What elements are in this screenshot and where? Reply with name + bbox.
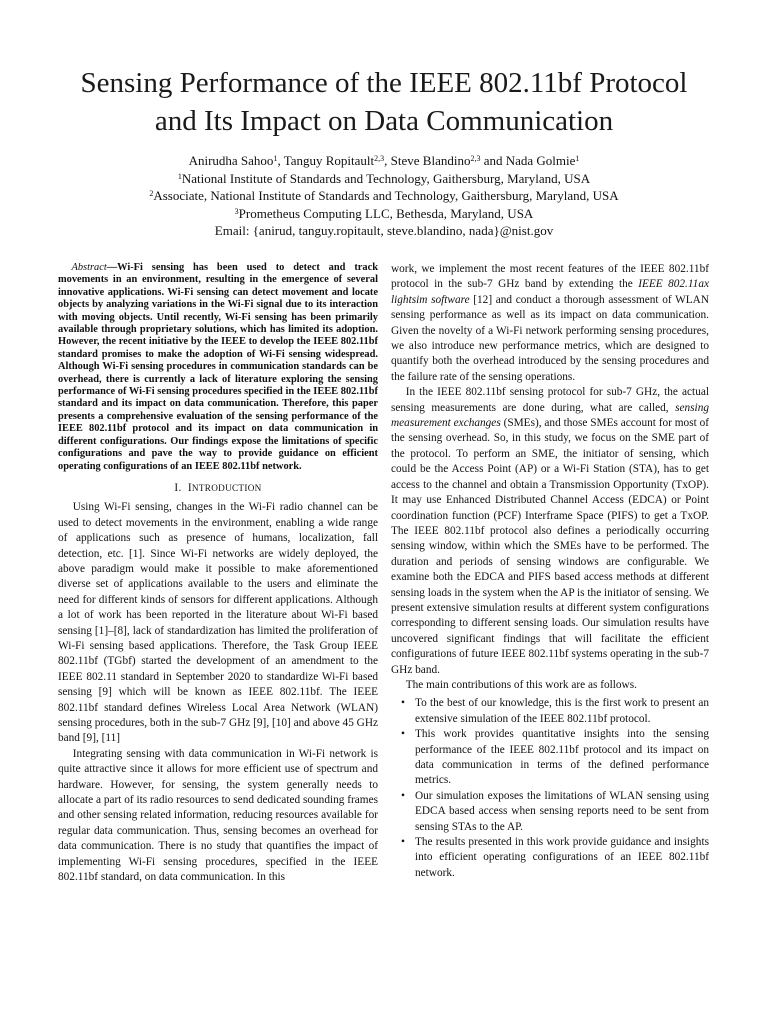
abstract	[58, 262, 378, 473]
abstract-label: Abstract	[71, 262, 107, 273]
body-paragraph: The main contributions of this work are as follows.	[405, 678, 637, 691]
term-italic: sensing measurement exchanges	[391, 401, 709, 430]
body-paragraph: In the IEEE 802.11bf sensing protocol for sub-7 GHz, the actual sensing measurements are done during, what are called, sensing measurement exchanges (SMEs), and those SMEs account for most of the sensing overhead. So, in this study, we focus on the SME part of the protocol. To perform an SME, the initiator of sensing, which could be the Access Point (AP) or a Wi-Fi Station (STA), has to get access to the channel and obtain a Transmission Opportunity (TxOP). It may use Enhanced Distributed Channel Access (EDCA) or Point coordination function (PCF) Interframe Space (PIFS) to get a TxOP. The IEEE 802.11bf protocol also defines a periodically occurring sensing window, within which the SMEs have to be performed. The duration and periods of sensing windows are configurable. We examine both the EDCA and PIFS based access methods at different sensing loads in the system when the AP is the initiator of sensing. We present extensive simulation results at different system configurations corresponding to different sensing loads. Our simulation results have uncovered significant findings that will facilitate the efficient configurations of future IEEE 802.11bf systems operating in the sub-7 GHz band.	[391, 386, 709, 676]
list-item: • To the best of our knowledge, this is the first work to present an extensive simulation of the IEEE 802.11bf protocol.	[391, 696, 709, 727]
abstract-text: —Wi-Fi sensing has been used to detect and track movements in an environment, resulting in the emergence of several innovative applications. Wi-Fi sensing can detect movement and locate objects by analyzing variations in the Wi-Fi signal due to its interaction with moving objects. Until recently, Wi-Fi sensing has been primarily available through proprietary solutions, which has limited its adoption. However, the recent initiative by the IEEE to develop the IEEE 802.11bf standard promises to make the adoption of Wi-Fi sensing widespread. Although Wi-Fi sensing procedures in communication standards can be overhead, there is currently a lack of literature exploring the sensing performance of Wi-Fi sensing procedures specified in the IEEE 802.11bf standard and its impact on data communication. Therefore, this paper presents a comprehensive evaluation of the sensing performance of the IEEE 802.11bf protocol and its impact on data communication in different configurations. Our findings expose the limitations of specific configurations and pave the way to provide guidance on efficient operating configurations of an IEEE 802.11bf network.	[58, 262, 378, 472]
list-item: • The results presented in this work provide guidance and insights into efficient operating configurations of an IEEE 802.11bf network.	[391, 835, 709, 881]
author-affil-mark: 1	[575, 154, 580, 163]
affiliation: $^1$National Institute of Standards and Technology, Gaithersburg, Maryland, USA	[177, 170, 591, 186]
author-affil-mark: 2,3	[470, 154, 481, 163]
body-paragraph: Using Wi-Fi sensing, changes in the Wi-Fi radio channel can be used to detect movements in the environment, enabling a wide range of applications such as presence of humans, localization, fall detection, etc. [1]. Since Wi-Fi networks are widely deployed, the above paradigm would make it possible to make aforementioned diverse set of applications available to the users and eliminate the need for different kinds of sensors for different applications. Although a lot of work has been reported in the literature about Wi-Fi based sensing [1]–[8], lack of standardization has limited the proliferation of Wi-Fi sensing based applications. Therefore, the Task Group IEEE 802.11bf (TGbf) started the development of an amendment to the IEEE 802.11 standard in September 2020 to standardize Wi-Fi based sensing [9] which will be known as IEEE 802.11bf. The IEEE 802.11bf standard defines Wireless Local Area Network (WLAN) sensing procedures, both in the sub-7 GHz [9], [10] and above 45 GHz band [9], [11]	[58, 501, 378, 745]
right-column	[391, 262, 709, 881]
author-names: Anirudha Sahoo$^1$, Tanguy Ropitault$^{2,3}$, Steve Blandino$^{2,3}$ and Nada Golmie$^1$	[188, 153, 580, 168]
list-item: • This work provides quantitative insights into the sensing performance of the IEEE 802.11bf protocol and its impact on data communication in terms of the defined performance metrics.	[391, 727, 709, 789]
software-name: IEEE 802.11ax lightsim software	[391, 278, 709, 306]
section-heading: I. INTRODUCTION	[174, 481, 262, 494]
author-name: Steve Blandino	[390, 153, 471, 168]
author-name: Anirudha Sahoo	[188, 153, 274, 168]
title-line: and Its Impact on Data Communication	[154, 105, 614, 137]
author-affil-mark: 2,3	[374, 154, 385, 163]
left-column	[58, 262, 378, 885]
title-line: Sensing Performance of the IEEE 802.11bf Protocol	[80, 67, 688, 99]
body-paragraph: work, we implement the most recent features of the IEEE 802.11bf protocol in the sub-7 GHz band by extending the IEEE 802.11ax lightsim software [12] and conduct a thorough assessment of WLAN sensing performance as well as its impact on data communication. Given the novelty of a Wi-Fi network performing sensing procedures, we also introduce new performance metrics, which are designed to quantify both the overhead introduced by the sensing procedures and the failure rate of the sensing operations.	[391, 263, 709, 383]
affiliation: $^2$Associate, National Institute of Standards and Technology, Gaithersburg, Maryland, USA	[149, 188, 619, 203]
paper-title	[30, 64, 738, 140]
author-name: Tanguy Ropitault	[283, 153, 375, 168]
author-name: and Nada Golmie	[483, 153, 576, 168]
author-affil-mark: 1	[273, 154, 278, 163]
contributions-list	[391, 696, 709, 881]
list-item: • Our simulation exposes the limitations of WLAN sensing using EDCA based access when sensing reports need to be sent from sensing STAs to the AP.	[391, 789, 709, 835]
affiliation: $^3$Prometheus Computing LLC, Bethesda, Maryland, USA	[234, 205, 534, 221]
body-paragraph: Integrating sensing with data communication in Wi-Fi network is quite attractive since it allows for more efficient use of spectrum and hardware. However, for sensing, the system generally needs to allocate a part of its radio resources to send dedicated sounding frames and other sensing related information, reducing resources available for regular data communication. Thus, sensing becomes an overhead for data communication. There is no study that quantifies the impact of implementing Wi-Fi sensing procedures, specified in the IEEE 802.11bf standard, on data communication. In this	[58, 747, 378, 884]
author-email: Email: {anirud, tanguy.ropitault, steve.blandino, nada}@nist.gov	[214, 223, 554, 238]
author-block	[30, 152, 738, 240]
